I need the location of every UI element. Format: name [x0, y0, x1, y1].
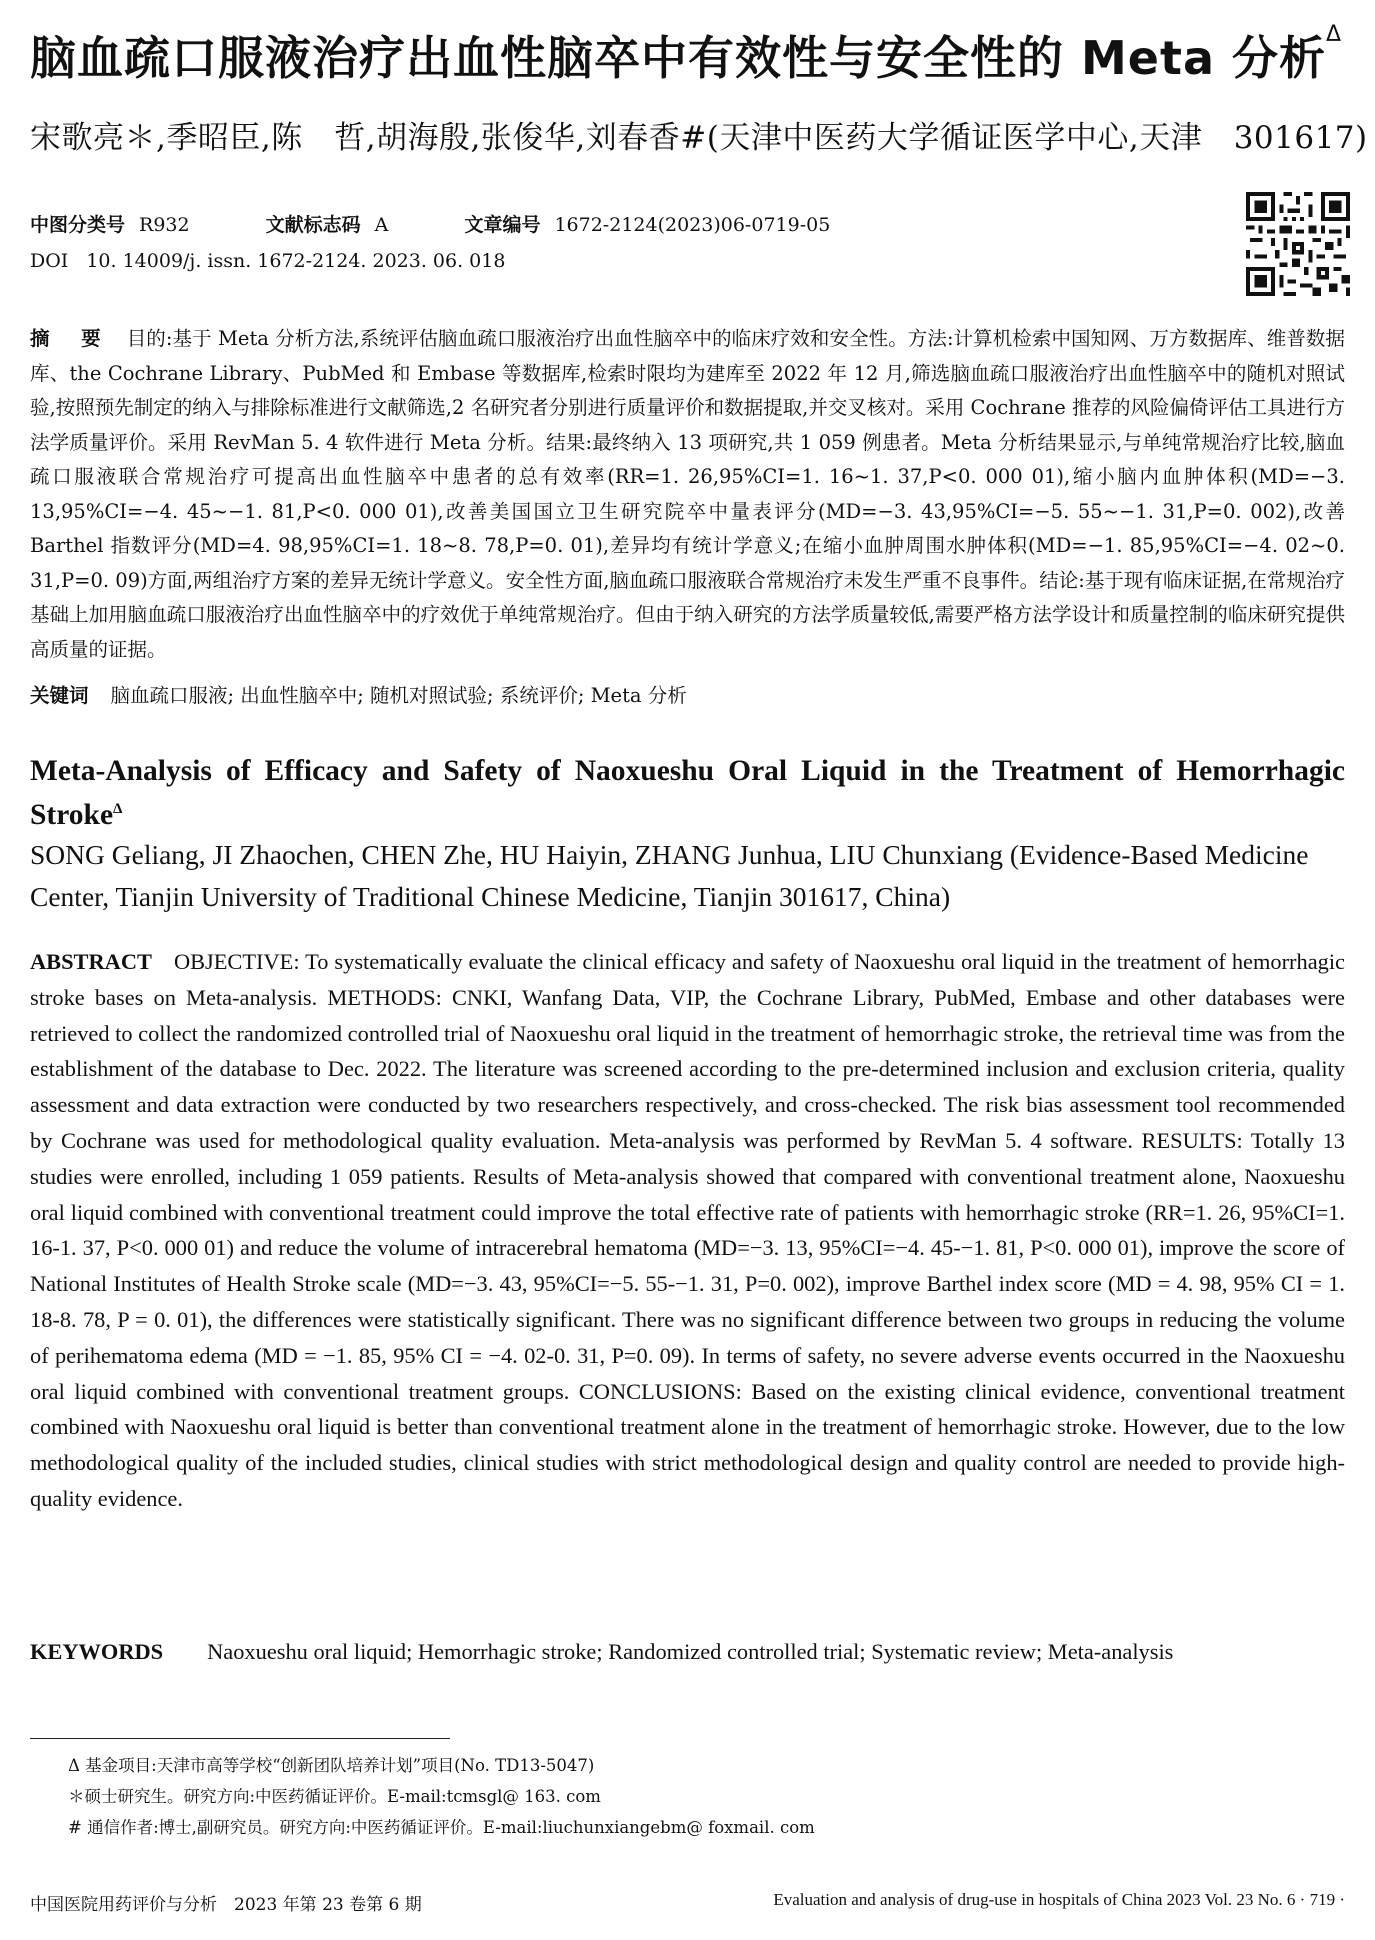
- authors-en: SONG Geliang, JI Zhaochen, CHEN Zhe, HU Haiyin, ZHANG Junhua, LIU Chunxiang (Evidence-Based Medicine Center, Tianjin University of Traditional Chinese Medicine, Tianjin 301617, China): [30, 839, 1309, 912]
- keywords-en-label: KEYWORDS: [30, 1639, 164, 1664]
- title-en: [30, 752, 1345, 834]
- qr-code-icon: [1246, 192, 1350, 296]
- footnote-corresponding-author: # 通信作者:博士,副研究员。研究方向:中医药循证评价。E-mail:liuchunxiangebm@ foxmail. com: [68, 1818, 815, 1837]
- footnote-divider: [30, 1738, 450, 1739]
- clc-value: R932: [139, 214, 190, 236]
- abstract-cn: [30, 322, 1345, 667]
- abstract-en-label: ABSTRACT: [30, 949, 152, 974]
- title-cn-text: 脑血疏口服液治疗出血性脑卒中有效性与安全性的 Meta 分析: [30, 31, 1327, 85]
- keywords-cn-text: 脑血疏口服液; 出血性脑卒中; 随机对照试验; 系统评价; Meta 分析: [110, 684, 687, 707]
- footnotes: [68, 1750, 815, 1843]
- title-cn: [30, 22, 1345, 88]
- title-cn-mark: Δ: [1326, 22, 1343, 47]
- abstract-en: [30, 944, 1345, 1517]
- abstract-cn-text: 目的:基于 Meta 分析方法,系统评估脑血疏口服液治疗出血性脑卒中的临床疗效和安全性。方法:计算机检索中国知网、万方数据库、维普数据库、the Cochrane Library、PubMed 和 Embase 等数据库,检索时限均为建库至 2022 年 12 月,筛选脑血疏口服液治疗出血性脑卒中的随机对照试验,按照预先制定的纳入与排除标准进行文献筛选,2 名研究者分别进行质量评价和数据提取,并交叉核对。采用 Cochrane 推荐的风险偏倚评估工具进行方法学质量评价。采用 RevMan 5. 4 软件进行 Meta 分析。结果:最终纳入 13 项研究,共 1 059 例患者。Meta 分析结果显示,与单纯常规治疗比较,脑血疏口服液联合常规治疗可提高出血性脑卒中患者的总有效率(RR=1. 26,95%CI=1. 16~1. 37,P<0. 000 01),缩小脑内血肿体积(MD=−3. 13,95%CI=−4. 45~−1. 81,P<0. 000 01),改善美国国立卫生研究院卒中量表评分(MD=−3. 43,95%CI=−5. 55~−1. 31,P=0. 002),改善 Barthel 指数评分(MD=4. 98,95%CI=1. 18~8. 78,P=0. 01),差异均有统计学意义;在缩小血肿周围水肿体积(MD=−1. 85,95%CI=−4. 02~0. 31,P=0. 09)方面,两组治疗方案的差异无统计学意义。安全性方面,脑血疏口服液联合常规治疗未发生严重不良事件。结论:基于现有临床证据,在常规治疗基础上加用脑血疏口服液治疗出血性脑卒中的疗效优于单纯常规治疗。但由于纳入研究的方法学质量较低,需要严格方法学设计和质量控制的临床研究提供高质量的证据。: [30, 327, 1345, 661]
- footer-journal-en: Evaluation and analysis of drug-use in hospitals of China 2023 Vol. 23 No. 6 · 719 ·: [773, 1890, 1345, 1909]
- article-number-label: 文章编号: [464, 214, 541, 236]
- footer-journal-cn: 中国医院用药评价与分析 2023 年第 23 卷第 6 期: [30, 1895, 422, 1915]
- keywords-en-text: Naoxueshu oral liquid; Hemorrhagic stroke; Randomized controlled trial; Systematic review; Meta-analysis: [207, 1639, 1174, 1664]
- article-number-value: 1672-2124(2023)06-0719-05: [554, 214, 831, 236]
- title-en-text: Meta-Analysis of Efficacy and Safety of Naoxueshu Oral Liquid in the Treatment of Hemorrhagic Stroke: [30, 755, 1345, 831]
- classification-row: [30, 210, 900, 237]
- title-en-mark: Δ: [113, 801, 123, 817]
- doi-row: [30, 250, 505, 272]
- abstract-en-text: OBJECTIVE: To systematically evaluate the clinical efficacy and safety of Naoxueshu oral liquid in the treatment of hemorrhagic stroke bases on Meta-analysis. METHODS: CNKI, Wanfang Data, VIP, the Cochrane Library, PubMed, Embase and other databases were retrieved to collect the randomized controlled trial of Naoxueshu oral liquid in the treatment of hemorrhagic stroke, the retrieval time was from the establishment of the database to Dec. 2022. The literature was screened according to the pre-determined inclusion and exclusion criteria, quality assessment and data extraction were conducted by two researchers respectively, and cross-checked. The risk bias assessment tool recommended by Cochrane was used for methodological quality evaluation. Meta-analysis was performed by RevMan 5. 4 software. RESULTS: Totally 13 studies were enrolled, including 1 059 patients. Results of Meta-analysis showed that compared with conventional treatment alone, Naoxueshu oral liquid combined with conventional treatment could improve the total effective rate of patients with hemorrhagic stroke (RR=1. 26, 95%CI=1. 16-1. 37, P<0. 000 01) and reduce the volume of intracerebral hematoma (MD=−3. 13, 95%CI=−4. 45-−1. 81, P<0. 000 01), improve the score of National Institutes of Health Stroke scale (MD=−3. 43, 95%CI=−5. 55-−1. 31, P=0. 002), improve Barthel index score (MD = 4. 98, 95% CI = 1. 18-8. 78, P = 0. 01), the differences were statistically significant. There was no significant difference between two groups in reducing the volume of perihematoma edema (MD = −1. 85, 95% CI = −4. 02-0. 31, P=0. 09). In terms of safety, no severe adverse events occurred in the Naoxueshu oral liquid combined with conventional treatment groups. CONCLUSIONS: Based on the existing clinical evidence, conventional treatment combined with Naoxueshu oral liquid is better than conventional treatment alone in the treatment of hemorrhagic stroke. However, due to the low methodological quality of the included studies, clinical studies with strict methodological design and quality control are needed to provide high-quality evidence.: [30, 949, 1345, 1511]
- keywords-cn-label: 关键词: [30, 684, 89, 707]
- clc-label: 中图分类号: [30, 214, 126, 236]
- authors-cn: 宋歌亮＊,季昭臣,陈 哲,胡海殷,张俊华,刘春香#(天津中医药大学循证医学中心,天津 301617): [30, 120, 1368, 156]
- doi-value: 10. 14009/j. issn. 1672-2124. 2023. 06. 018: [86, 250, 506, 272]
- doc-code-label: 文献标志码: [265, 214, 361, 236]
- footnote-funding: Δ 基金项目:天津市高等学校“创新团队培养计划”项目(No. TD13-5047): [68, 1756, 595, 1775]
- article-page: [30, 0, 1368, 1940]
- abstract-cn-label: 摘 要: [30, 327, 107, 350]
- doi-label: DOI: [30, 250, 69, 272]
- keywords-en: [30, 1634, 1345, 1670]
- footnote-first-author: ＊硕士研究生。研究方向:中医药循证评价。E-mail:tcmsgl@ 163. com: [68, 1787, 601, 1806]
- doc-code-value: A: [374, 214, 389, 236]
- keywords-cn: [30, 680, 687, 708]
